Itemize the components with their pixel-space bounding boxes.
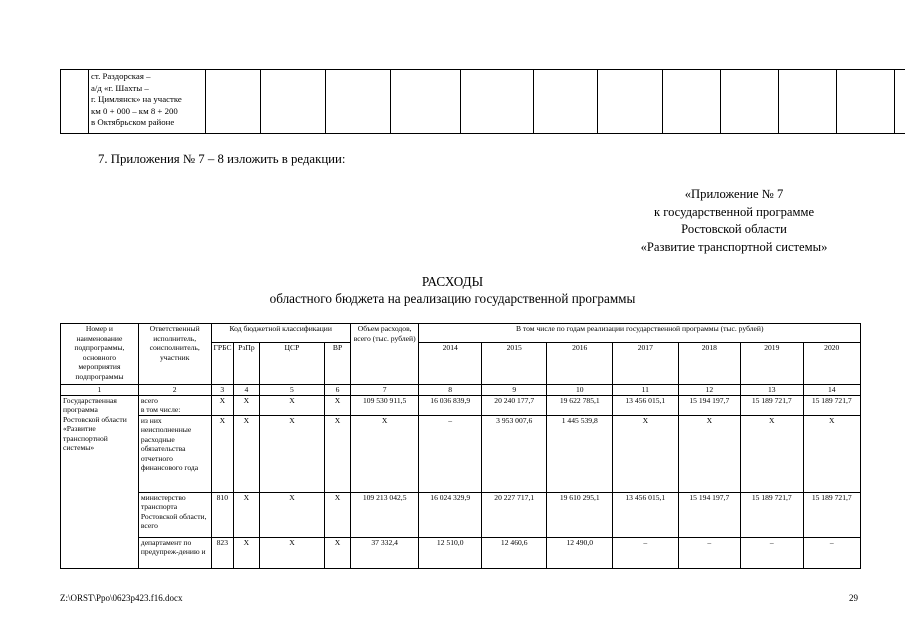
year-value-cell: 16 036 839,9 <box>419 395 481 415</box>
appendix-line: Ростовской области <box>681 222 787 237</box>
appendix-line: «Приложение № 7 <box>684 187 784 201</box>
table-row <box>61 537 861 568</box>
column-number: 4 <box>234 385 260 396</box>
year-value-cell: 13 456 015,1 <box>613 492 679 537</box>
year-value-cell: – <box>613 537 679 568</box>
table-row <box>61 492 861 537</box>
continuation-table <box>60 69 905 134</box>
year-value-cell: 15 189 721,7 <box>741 395 803 415</box>
year-value-cell: 19 622 785,1 <box>547 395 613 415</box>
header-grbs: ГРБС <box>211 343 234 385</box>
year-value-cell: – <box>741 537 803 568</box>
year-value-cell: 12 510,0 <box>419 537 481 568</box>
column-number: 5 <box>259 385 325 396</box>
total-cell: 109 530 911,5 <box>350 395 419 415</box>
total-cell: X <box>350 415 419 492</box>
year-value-cell: 3 953 007,6 <box>481 415 547 492</box>
csr-cell: X <box>259 492 325 537</box>
year-value-cell: 12 460,6 <box>481 537 547 568</box>
heading-title: РАСХОДЫ <box>421 274 484 289</box>
amendment-paragraph: 7. Приложения № 7 – 8 изложить в редакции: <box>98 152 346 166</box>
column-number: 2 <box>138 385 211 396</box>
header-year: 2016 <box>547 343 613 385</box>
appendix-line: к государственной программе <box>653 204 815 219</box>
header-year: 2019 <box>741 343 803 385</box>
route-description: ст. Раздорская – а/д «г. Шахты – г. Цимлянск» на участке км 0 + 000 – км 8 + 200 в Октябрьском районе <box>89 70 206 134</box>
year-value-cell: 15 189 721,7 <box>803 395 860 415</box>
year-value-cell: 15 194 197,7 <box>678 395 740 415</box>
header-year: 2018 <box>678 343 740 385</box>
grbs-cell: X <box>211 395 234 415</box>
header-year: 2017 <box>613 343 679 385</box>
heading-subtitle: областного бюджета на реализацию государственной программы <box>269 291 636 306</box>
total-cell: 37 332,4 <box>350 537 419 568</box>
csr-cell: X <box>259 415 325 492</box>
header-year: 2015 <box>481 343 547 385</box>
year-value-cell: X <box>613 415 679 492</box>
column-number: 9 <box>481 385 547 396</box>
table-row <box>61 415 861 492</box>
header-by-year: В том числе по годам реализации государственной программы (тыс. рублей) <box>419 324 861 343</box>
rzpr-cell: X <box>234 492 260 537</box>
participant-cell: из них неисполненные расходные обязательства отчетного финансового года <box>138 415 211 492</box>
column-number: 11 <box>613 385 679 396</box>
vr-cell: X <box>325 492 351 537</box>
appendix-header <box>600 186 868 256</box>
vr-cell: X <box>325 395 351 415</box>
expenses-table <box>60 323 861 569</box>
csr-cell: X <box>259 537 325 568</box>
header-participant: Ответственный исполнитель, соисполнитель, участник <box>138 324 211 385</box>
header-vr: ВР <box>325 343 351 385</box>
year-value-cell: 16 024 329,9 <box>419 492 481 537</box>
year-value-cell: 19 610 295,1 <box>547 492 613 537</box>
rzpr-cell: X <box>234 415 260 492</box>
year-value-cell: 15 194 197,7 <box>678 492 740 537</box>
column-number: 6 <box>325 385 351 396</box>
column-number-row <box>61 385 861 396</box>
grbs-cell: X <box>211 415 234 492</box>
column-number: 3 <box>211 385 234 396</box>
total-cell: 109 213 042,5 <box>350 492 419 537</box>
year-value-cell: 20 227 717,1 <box>481 492 547 537</box>
participant-cell: департамент по предупреж-дению и <box>138 537 211 568</box>
column-number: 8 <box>419 385 481 396</box>
column-number: 7 <box>350 385 419 396</box>
year-value-cell: 15 189 721,7 <box>741 492 803 537</box>
participant-cell: всего в том числе: <box>138 395 211 415</box>
csr-cell: X <box>259 395 325 415</box>
rzpr-cell: X <box>234 537 260 568</box>
program-name: Государственная программа Ростовской области «Развитие транспортной системы» <box>61 395 139 568</box>
year-value-cell: – <box>678 537 740 568</box>
header-rzpr: РзПр <box>234 343 260 385</box>
year-value-cell: 12 490,0 <box>547 537 613 568</box>
header-row <box>61 324 861 343</box>
table-row <box>61 395 861 415</box>
page-number: 29 <box>849 593 858 603</box>
participant-cell: министерство транспорта Ростовской области, всего <box>138 492 211 537</box>
grbs-cell: 823 <box>211 537 234 568</box>
column-number: 10 <box>547 385 613 396</box>
year-value-cell: X <box>741 415 803 492</box>
rzpr-cell: X <box>234 395 260 415</box>
column-number: 14 <box>803 385 860 396</box>
header-budget-code: Код бюджетной классификации <box>211 324 350 343</box>
header-csr: ЦСР <box>259 343 325 385</box>
year-value-cell: 1 445 539,8 <box>547 415 613 492</box>
vr-cell: X <box>325 537 351 568</box>
year-value-cell: – <box>419 415 481 492</box>
header-year: 2020 <box>803 343 860 385</box>
year-value-cell: – <box>803 537 860 568</box>
vr-cell: X <box>325 415 351 492</box>
column-number: 12 <box>678 385 740 396</box>
document-heading <box>0 273 905 307</box>
file-path: Z:\ORST\Ppo\0623p423.f16.docx <box>60 593 183 603</box>
grbs-cell: 810 <box>211 492 234 537</box>
year-value-cell: 20 240 177,7 <box>481 395 547 415</box>
year-value-cell: 13 456 015,1 <box>613 395 679 415</box>
year-value-cell: X <box>803 415 860 492</box>
column-number: 13 <box>741 385 803 396</box>
header-program: Номер и наименование подпрограммы, основного мероприятия подпрограммы <box>61 324 139 385</box>
column-number: 1 <box>61 385 139 396</box>
header-volume: Объем расходов, всего (тыс. рублей) <box>350 324 419 385</box>
header-year: 2014 <box>419 343 481 385</box>
appendix-line: «Развитие транспортной системы» <box>640 239 828 254</box>
year-value-cell: X <box>678 415 740 492</box>
year-value-cell: 15 189 721,7 <box>803 492 860 537</box>
table-row <box>61 70 905 134</box>
